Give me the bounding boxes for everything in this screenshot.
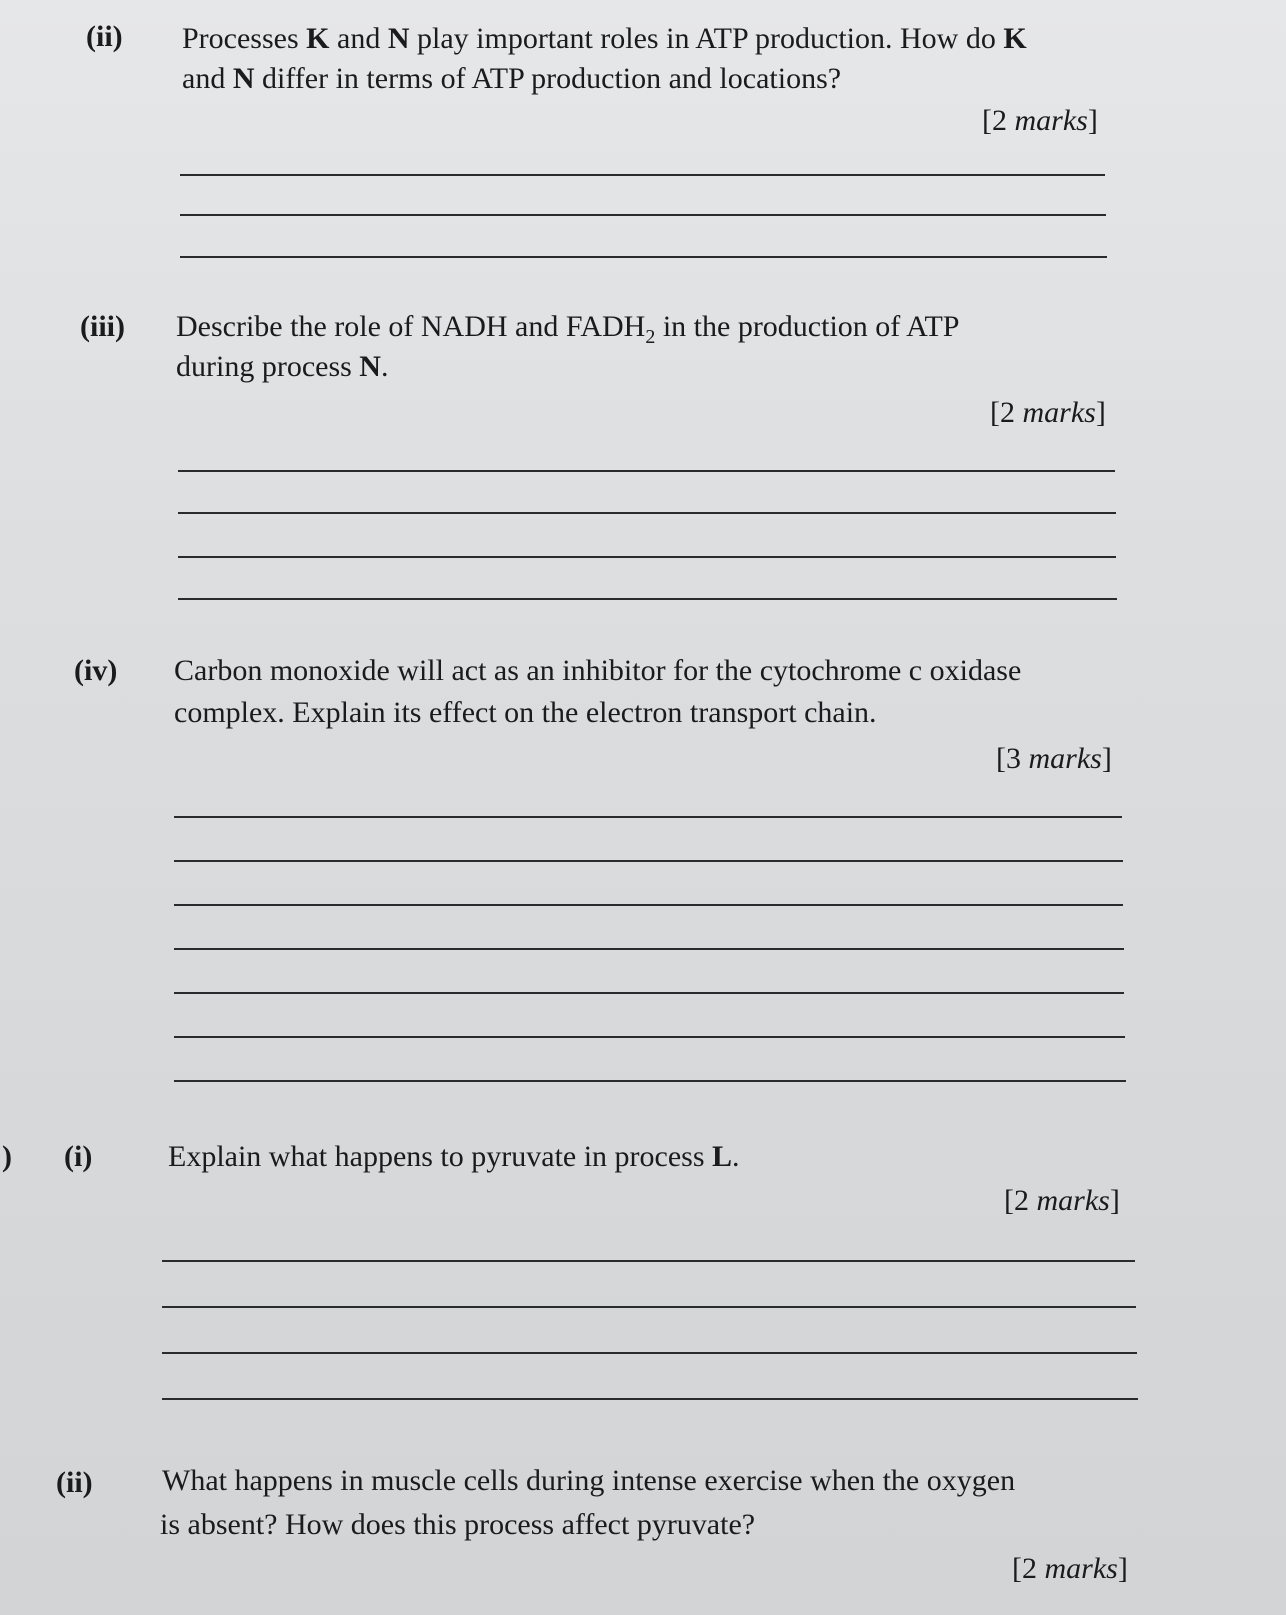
question-text: during process N. bbox=[176, 350, 389, 383]
answer-line[interactable] bbox=[174, 860, 1123, 862]
question-number: (ii) bbox=[86, 20, 123, 53]
question-text: Describe the role of NADH and $FADH_2$ in the production of ATP bbox=[176, 310, 960, 348]
answer-line[interactable] bbox=[174, 1036, 1125, 1038]
answer-line[interactable] bbox=[174, 816, 1122, 818]
question-text: is absent? How does this process affect pyruvate? bbox=[160, 1508, 756, 1541]
answer-line[interactable] bbox=[178, 598, 1117, 600]
answer-line[interactable] bbox=[174, 992, 1124, 994]
marks-label: [2 marks] bbox=[982, 104, 1098, 137]
question-text: complex. Explain its effect on the electron transport chain. bbox=[174, 696, 877, 729]
answer-line[interactable] bbox=[162, 1352, 1137, 1354]
marks-label: [3 marks] bbox=[996, 742, 1112, 775]
question-number: (iii) bbox=[80, 310, 125, 343]
answer-line[interactable] bbox=[174, 948, 1124, 950]
answer-line[interactable] bbox=[178, 556, 1116, 558]
answer-line[interactable] bbox=[162, 1260, 1135, 1262]
question-number: (i) bbox=[64, 1140, 93, 1173]
answer-line[interactable] bbox=[180, 174, 1105, 176]
question-number: (iv) bbox=[74, 654, 118, 687]
question-text: and N differ in terms of ATP production and locations? bbox=[182, 62, 842, 95]
margin-bracket: ) bbox=[2, 1140, 12, 1173]
question-number: (ii) bbox=[56, 1466, 93, 1499]
answer-line[interactable] bbox=[180, 214, 1106, 216]
question-text: Processes K and N play important roles in ATP production. How do K bbox=[182, 22, 1027, 55]
answer-line[interactable] bbox=[178, 470, 1115, 472]
answer-line[interactable] bbox=[162, 1306, 1136, 1308]
answer-line[interactable] bbox=[178, 512, 1116, 514]
marks-label: [2 marks] bbox=[1012, 1552, 1128, 1585]
question-text: What happens in muscle cells during intense exercise when the oxygen bbox=[162, 1464, 1016, 1497]
question-text: Carbon monoxide will act as an inhibitor for the cytochrome c oxidase bbox=[174, 654, 1022, 687]
marks-label: [2 marks] bbox=[990, 396, 1106, 429]
answer-line[interactable] bbox=[174, 1080, 1126, 1082]
answer-line[interactable] bbox=[180, 256, 1107, 258]
answer-line[interactable] bbox=[174, 904, 1123, 906]
question-text: Explain what happens to pyruvate in process L. bbox=[168, 1140, 740, 1173]
marks-label: [2 marks] bbox=[1004, 1184, 1120, 1217]
answer-line[interactable] bbox=[162, 1398, 1138, 1400]
